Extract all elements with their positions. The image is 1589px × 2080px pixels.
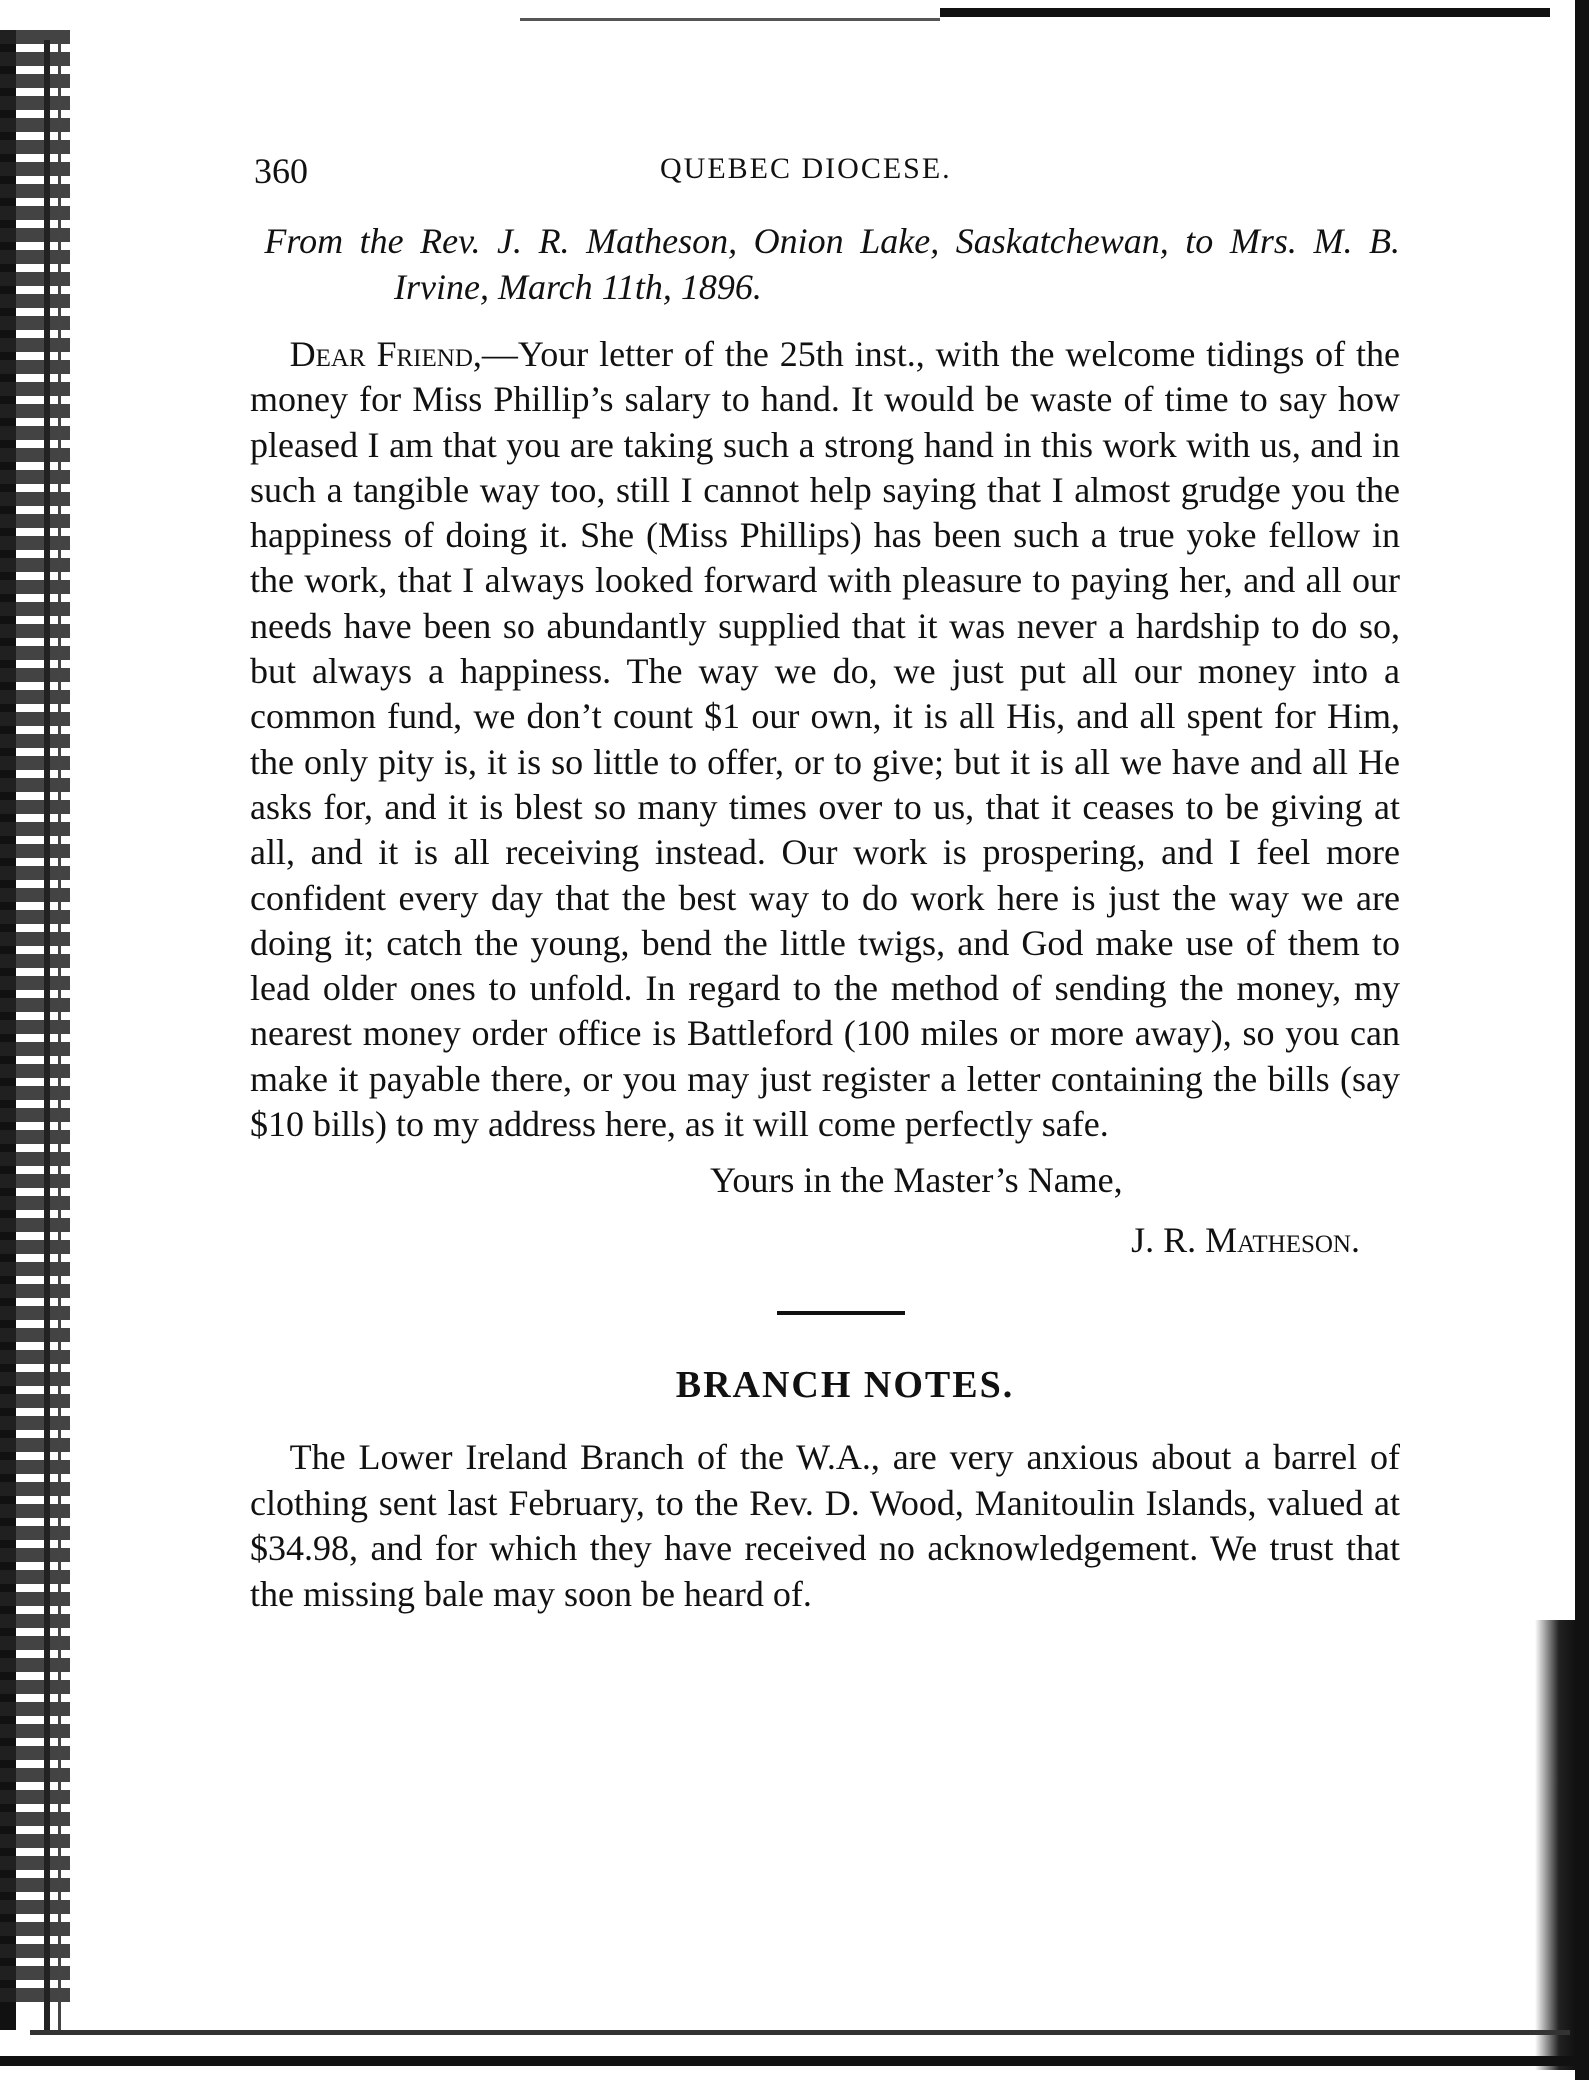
scan-bottom-rule-thin — [30, 2030, 1570, 2035]
running-title: QUEBEC DIOCESE. — [660, 152, 952, 185]
page-right-edge-shadow — [1535, 1620, 1575, 2070]
branch-notes-text: The Lower Ireland Branch of the W.A., are very anxious about a barrel of clothing sent last February, to the Rev. D. Wood, Manitoulin Islands, valued at $34.98, and for which they have received no acknowledgement. We trust that the missing bale may soon be heard of. — [250, 1437, 1400, 1614]
page-binding-line — [44, 40, 50, 2030]
page-binding-line-inner — [58, 40, 61, 2030]
section-divider — [777, 1311, 905, 1315]
page-right-edge — [1575, 0, 1589, 2080]
scan-top-rule-thin — [520, 18, 940, 21]
running-head — [250, 150, 1400, 202]
letter-heading: From the Rev. J. R. Matheson, Onion Lake, Saskatchewan, to Mrs. M. B. Irvine, March 11th, 1896. — [264, 221, 1400, 307]
letter-signature: J. R. Matheson. — [1131, 1220, 1360, 1261]
letter-body-text: —Your letter of the 25th inst., with the welcome tidings of the money for Miss Phillip’s salary to hand. It would be waste of time to say how pleased I am that you are taking such a strong hand in this work with us, and in such a tangible way too, still I cannot help saying that I almost grudge you the happiness of doing it. She (Miss Phillips) has been such a true yoke fellow in the work, that I always looked forward with pleasure to paying her, and all our needs have been so abundantly supplied that it was never a hardship to do so, but always a happiness. The way we do, we just put all our money into a common fund, we don’t count $1 our own, it is all His, and all spent for Him, the only pity is, it is so little to offer, or to give; but it is all we have and all He asks for, and it is blest so many times over to us, that it ceases to be giving at all, and it is all receiving instead. Our work is prospering, and I feel more confident every day that the best way to do work here is just the way we are doing it; catch the young, bend the little twigs, and God make use of them to lead older ones to unfold. In regard to the method of sending the money, my nearest money order office is Battleford (100 miles or more away), so you can make it payable there, or you may just register a letter containing the bills (say $10 bills) to my address here, as it will come perfectly safe. — [250, 334, 1400, 1145]
branch-notes-title: BRANCH NOTES. — [675, 1364, 1015, 1407]
page-content — [250, 150, 1400, 1617]
letter-body — [250, 332, 1400, 1147]
page-number: 360 — [254, 151, 308, 191]
letter-closing: Yours in the Master’s Name, — [710, 1160, 1123, 1201]
scan-top-rule — [940, 8, 1550, 17]
letter-salutation: Dear Friend, — [289, 334, 482, 374]
scan-bottom-rule — [0, 2056, 1575, 2066]
